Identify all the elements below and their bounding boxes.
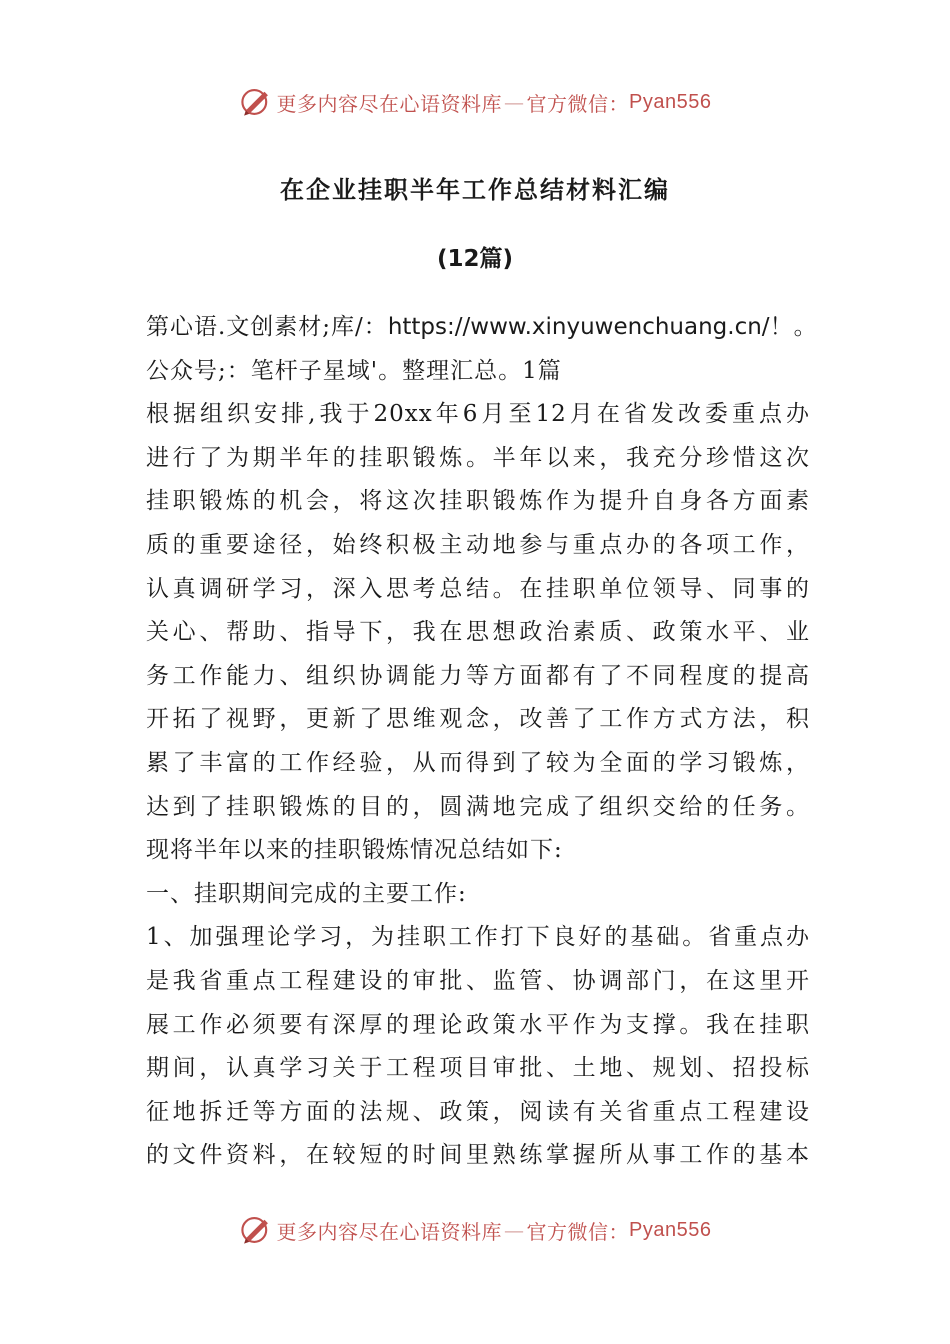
text-line: 展工作必须要有深厚的理论政策水平作为支撑。我在挂职 — [146, 1011, 810, 1038]
text-line: 质的重要途径，始终积极主动地参与重点办的各项工作， — [146, 531, 810, 558]
text-line: 累了丰富的工作经验，从而得到了较为全面的学习锻炼， — [146, 749, 810, 776]
document-title: 在企业挂职半年工作总结材料汇编 — [280, 176, 670, 204]
source-suffix: ！。 — [769, 314, 818, 340]
source-prefix: 第心语.文创素材;库/： — [146, 314, 388, 340]
text-line: 挂职锻炼的机会，将这次挂职锻炼作为提升自身各方面素 — [146, 488, 810, 515]
text-line: 1、加强理论学习，为挂职工作打下良好的基础。省重点办 — [146, 924, 810, 951]
header-banner — [0, 82, 950, 122]
banner-separator: — — [504, 1218, 525, 1242]
text-line: 征地拆迁等方面的法规、政策，阅读有关省重点工程建设 — [146, 1098, 810, 1125]
text-line: 根据组织安排,我于20xx年6月至12月在省发改委重点办 — [146, 401, 810, 428]
text-line: 务工作能力、组织协调能力等方面都有了不同程度的提高 — [146, 662, 810, 689]
text-line: 进行了为期半年的挂职锻炼。半年以来，我充分珍惜这次 — [146, 444, 810, 471]
source-url: https://www.xinyuwenchuang.cn/ — [387, 314, 770, 340]
pen-logo-icon — [239, 1213, 273, 1247]
text-line: 的文件资料，在较短的时间里熟练掌握所从事工作的基本 — [146, 1142, 810, 1169]
banner-text: 更多内容尽在心语资料库 — [276, 91, 503, 116]
text-line: 现将半年以来的挂职锻炼情况总结如下: — [146, 837, 563, 864]
pen-logo-icon — [239, 85, 273, 119]
text-line: 开拓了视野，更新了思维观念，改善了工作方式方法，积 — [146, 706, 810, 733]
banner-official-label: 官方微信： — [526, 91, 630, 116]
banner-wechat-id: Pyan556 — [629, 90, 712, 113]
banner-separator: — — [504, 90, 525, 114]
source-line — [146, 306, 818, 350]
document-body — [146, 306, 818, 1178]
text-line: 关心、帮助、指导下，我在思想政治素质、政策水平、业 — [146, 619, 810, 646]
text-line: 期间，认真学习关于工程项目审批、土地、规划、招投标 — [146, 1055, 810, 1082]
banner-wechat-id: Pyan556 — [629, 1218, 712, 1241]
footer-banner — [0, 1210, 950, 1250]
text-line: 是我省重点工程建设的审批、监管、协调部门，在这里开 — [146, 967, 810, 994]
text-line: 达到了挂职锻炼的目的，圆满地完成了组织交给的任务。 — [146, 793, 810, 820]
banner-text: 更多内容尽在心语资料库 — [276, 1219, 503, 1244]
text-line: 公众号;：笔杆子星域'。整理汇总。1篇 — [146, 357, 562, 384]
text-line: 认真调研学习，深入思考总结。在挂职单位领导、同事的 — [146, 575, 810, 602]
section-heading: 一、挂职期间完成的主要工作: — [146, 880, 467, 907]
banner-official-label: 官方微信： — [526, 1219, 630, 1244]
document-subtitle: (12篇) — [436, 246, 514, 272]
